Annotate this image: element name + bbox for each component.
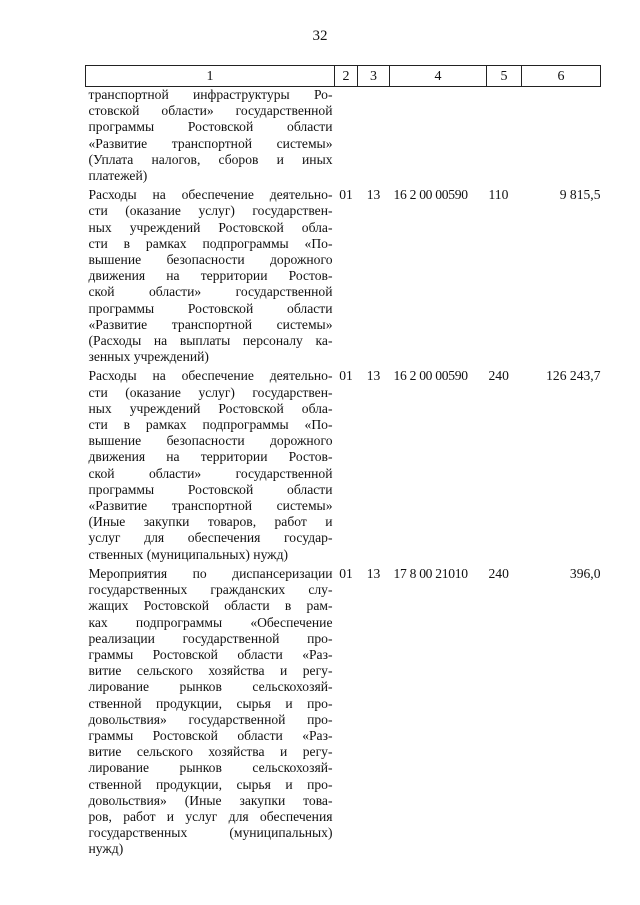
expense-name-line: витие сельского хозяйства и регу- [88, 663, 333, 679]
expense-name-line: (Иные закупки товаров, работ и [88, 514, 333, 530]
expense-name-line: сти (оказание услуг) государствен- [88, 384, 333, 400]
amount-cell: 126 243,7 [546, 368, 601, 384]
expense-name-line: довольствия» (Иные закупки това- [88, 792, 333, 808]
subsection-code-cell: 13 [366, 565, 381, 581]
expense-name-line: «Развитие транспортной системы» [88, 316, 333, 332]
section-code-cell: 01 [339, 187, 353, 203]
expense-name-line: жащих Ростовской области в рам- [88, 598, 333, 614]
expense-name-line: движения на территории Ростов- [88, 449, 333, 465]
section-code-cell: 01 [339, 565, 353, 581]
budget-table [85, 65, 601, 858]
expense-name-line: ской области» государственной [88, 465, 333, 481]
expense-name-line: платежей) [88, 168, 148, 184]
expense-name-line: Расходы на обеспечение деятельно- [88, 368, 333, 384]
expense-name-line: витие сельского хозяйства и регу- [88, 744, 333, 760]
expense-name-line: движения на территории Ростов- [88, 268, 333, 284]
subsection-code-cell: 13 [366, 368, 381, 384]
expense-name-line: ров, работ и услуг для обеспечения [88, 808, 333, 824]
target-article-code-cell [390, 87, 487, 185]
expense-name-line: лирование рынков сельскохозяй- [88, 760, 333, 776]
header-col-3: 3 [358, 66, 390, 87]
expense-type-code-cell [487, 87, 522, 185]
expense-name-line: программы Ростовской области [88, 300, 333, 316]
expense-name-line: «Развитие транспортной системы» [88, 498, 333, 514]
expense-name-line: ках подпрограммы «Обеспечение [88, 614, 333, 630]
amount-cell: 396,0 [569, 565, 601, 581]
expense-name-line: государственных гражданских слу- [88, 582, 333, 598]
expense-name-line: ской области» государственной [88, 284, 333, 300]
table-body [86, 87, 601, 858]
header-col-2: 2 [335, 66, 358, 87]
expense-name-line: вышение безопасности дорожного [88, 433, 333, 449]
table-row [86, 566, 601, 858]
expense-name-line: вышение безопасности дорожного [88, 252, 333, 268]
amount-cell: 9 815,5 [559, 187, 601, 203]
expense-name-line: (Расходы на выплаты персоналу ка- [88, 333, 333, 349]
expense-name-line: программы Ростовской области [88, 481, 333, 497]
section-code-cell: 01 [339, 368, 353, 384]
target-article-code-cell: 17 8 00 21010 [393, 565, 468, 581]
expense-name-line: стовской области» государственной [88, 103, 333, 119]
expense-name-cell [86, 187, 335, 365]
expense-name-line: реализации государственной про- [88, 630, 333, 646]
expense-name-line: сти (оказание услуг) государствен- [88, 203, 333, 219]
expense-name-line: лирование рынков сельскохозяй- [88, 679, 333, 695]
expense-name-line: «Развитие транспортной системы» [88, 135, 333, 151]
expense-name-line: транспортной инфраструктуры Ро- [88, 87, 333, 102]
expense-name-line: ных учреждений Ростовской обла- [88, 400, 333, 416]
target-article-code-cell: 16 2 00 00590 [393, 368, 468, 384]
expense-type-code-cell: 240 [488, 565, 509, 581]
table-header-row [86, 66, 601, 87]
expense-name-cell [86, 566, 335, 858]
expense-name-line: довольствия» государственной про- [88, 711, 333, 727]
expense-name-line: (Уплата налогов, сборов и иных [88, 151, 333, 167]
page-number: 32 [312, 28, 328, 44]
expense-name-line: сти в рамках подпрограммы «По- [88, 235, 333, 251]
header-col-4: 4 [390, 66, 487, 87]
expense-name-line: граммы Ростовской области «Раз- [88, 727, 333, 743]
expense-name-line: услуг для обеспечения государ- [88, 530, 333, 546]
expense-name-line: Мероприятия по диспансеризации [88, 565, 333, 581]
expense-name-line: зенных учреждений) [88, 349, 209, 365]
expense-name-line: ственной продукции, сырья и про- [88, 695, 333, 711]
expense-name-line: ственной продукции, сырья и про- [88, 776, 333, 792]
expense-type-code-cell: 110 [488, 187, 509, 203]
subsection-code-cell [358, 87, 390, 185]
expense-name-line: нужд) [88, 841, 124, 857]
amount-cell [522, 87, 601, 185]
header-col-5: 5 [487, 66, 522, 87]
expense-name-cell [86, 368, 335, 562]
section-code-cell [335, 87, 358, 185]
expense-name-line: ственных (муниципальных) нужд) [88, 546, 289, 562]
table-row [86, 368, 601, 562]
expense-name-line: программы Ростовской области [88, 119, 333, 135]
expense-type-code-cell: 240 [488, 368, 509, 384]
subsection-code-cell: 13 [366, 187, 381, 203]
header-col-1: 1 [86, 66, 335, 87]
expense-name-line: ных учреждений Ростовской обла- [88, 219, 333, 235]
expense-name-line: сти в рамках подпрограммы «По- [88, 417, 333, 433]
expense-name-cell [86, 87, 335, 185]
expense-name-line: Расходы на обеспечение деятельно- [88, 187, 333, 203]
expense-name-line: государственных (муниципальных) [88, 825, 333, 841]
table-row [86, 87, 601, 185]
target-article-code-cell: 16 2 00 00590 [393, 187, 468, 203]
header-col-6: 6 [522, 66, 601, 87]
expense-name-line: граммы Ростовской области «Раз- [88, 646, 333, 662]
table-row [86, 187, 601, 365]
